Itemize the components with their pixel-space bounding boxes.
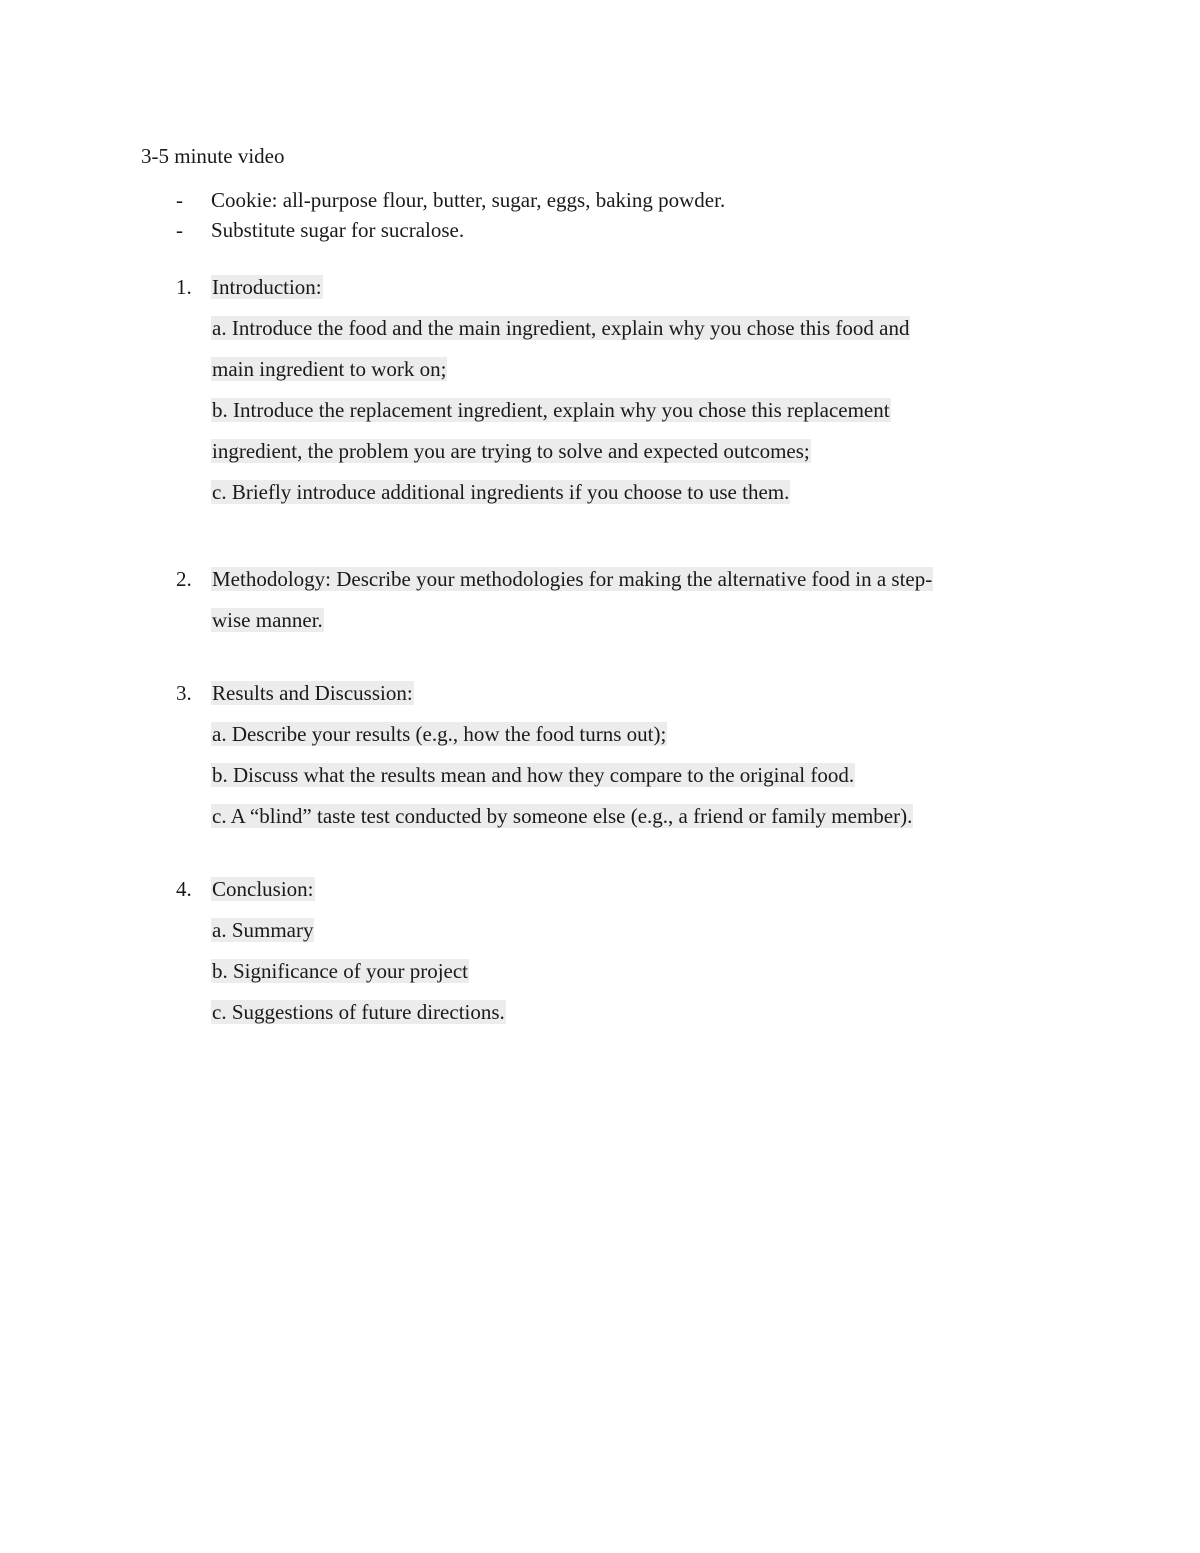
section-line: b. Discuss what the results mean and how they compare to the original food. <box>212 763 855 787</box>
section-line: a. Summary <box>212 918 314 942</box>
bullet-marker: - <box>176 218 183 242</box>
section-heading: Results and Discussion: <box>212 681 413 705</box>
section-number: 3. <box>176 681 192 705</box>
section-line: main ingredient to work on; <box>212 357 447 381</box>
bullet-marker: - <box>176 188 183 212</box>
section-number: 1. <box>176 275 192 299</box>
section-line: a. Introduce the food and the main ingredient, explain why you chose this food and <box>212 316 910 340</box>
section-body <box>211 681 1041 845</box>
section-number: 4. <box>176 877 192 901</box>
section-line: b. Introduce the replacement ingredient, explain why you chose this replacement <box>212 398 890 422</box>
section-heading: Conclusion: <box>212 877 314 901</box>
bullet-text: Substitute sugar for sucralose. <box>211 218 465 242</box>
section-line: b. Significance of your project <box>212 959 468 983</box>
section-body <box>211 275 1041 521</box>
section-body <box>211 567 1041 649</box>
section-line: ingredient, the problem you are trying to solve and expected outcomes; <box>212 439 810 463</box>
section-line: a. Describe your results (e.g., how the food turns out); <box>212 722 667 746</box>
section-line: wise manner. <box>212 608 323 632</box>
section-number: 2. <box>176 567 192 591</box>
document-title: 3-5 minute video <box>141 144 285 168</box>
bullet-text: Cookie: all-purpose flour, butter, sugar, eggs, baking powder. <box>211 188 726 212</box>
section-line: c. Briefly introduce additional ingredients if you choose to use them. <box>212 480 790 504</box>
section-heading: Introduction: <box>212 275 322 299</box>
section-line: c. Suggestions of future directions. <box>212 1000 505 1024</box>
section-body <box>211 877 1041 1041</box>
section-line: c. A “blind” taste test conducted by someone else (e.g., a friend or family member). <box>212 804 913 828</box>
section-heading: Methodology: Describe your methodologies for making the alternative food in a step- <box>212 567 933 591</box>
